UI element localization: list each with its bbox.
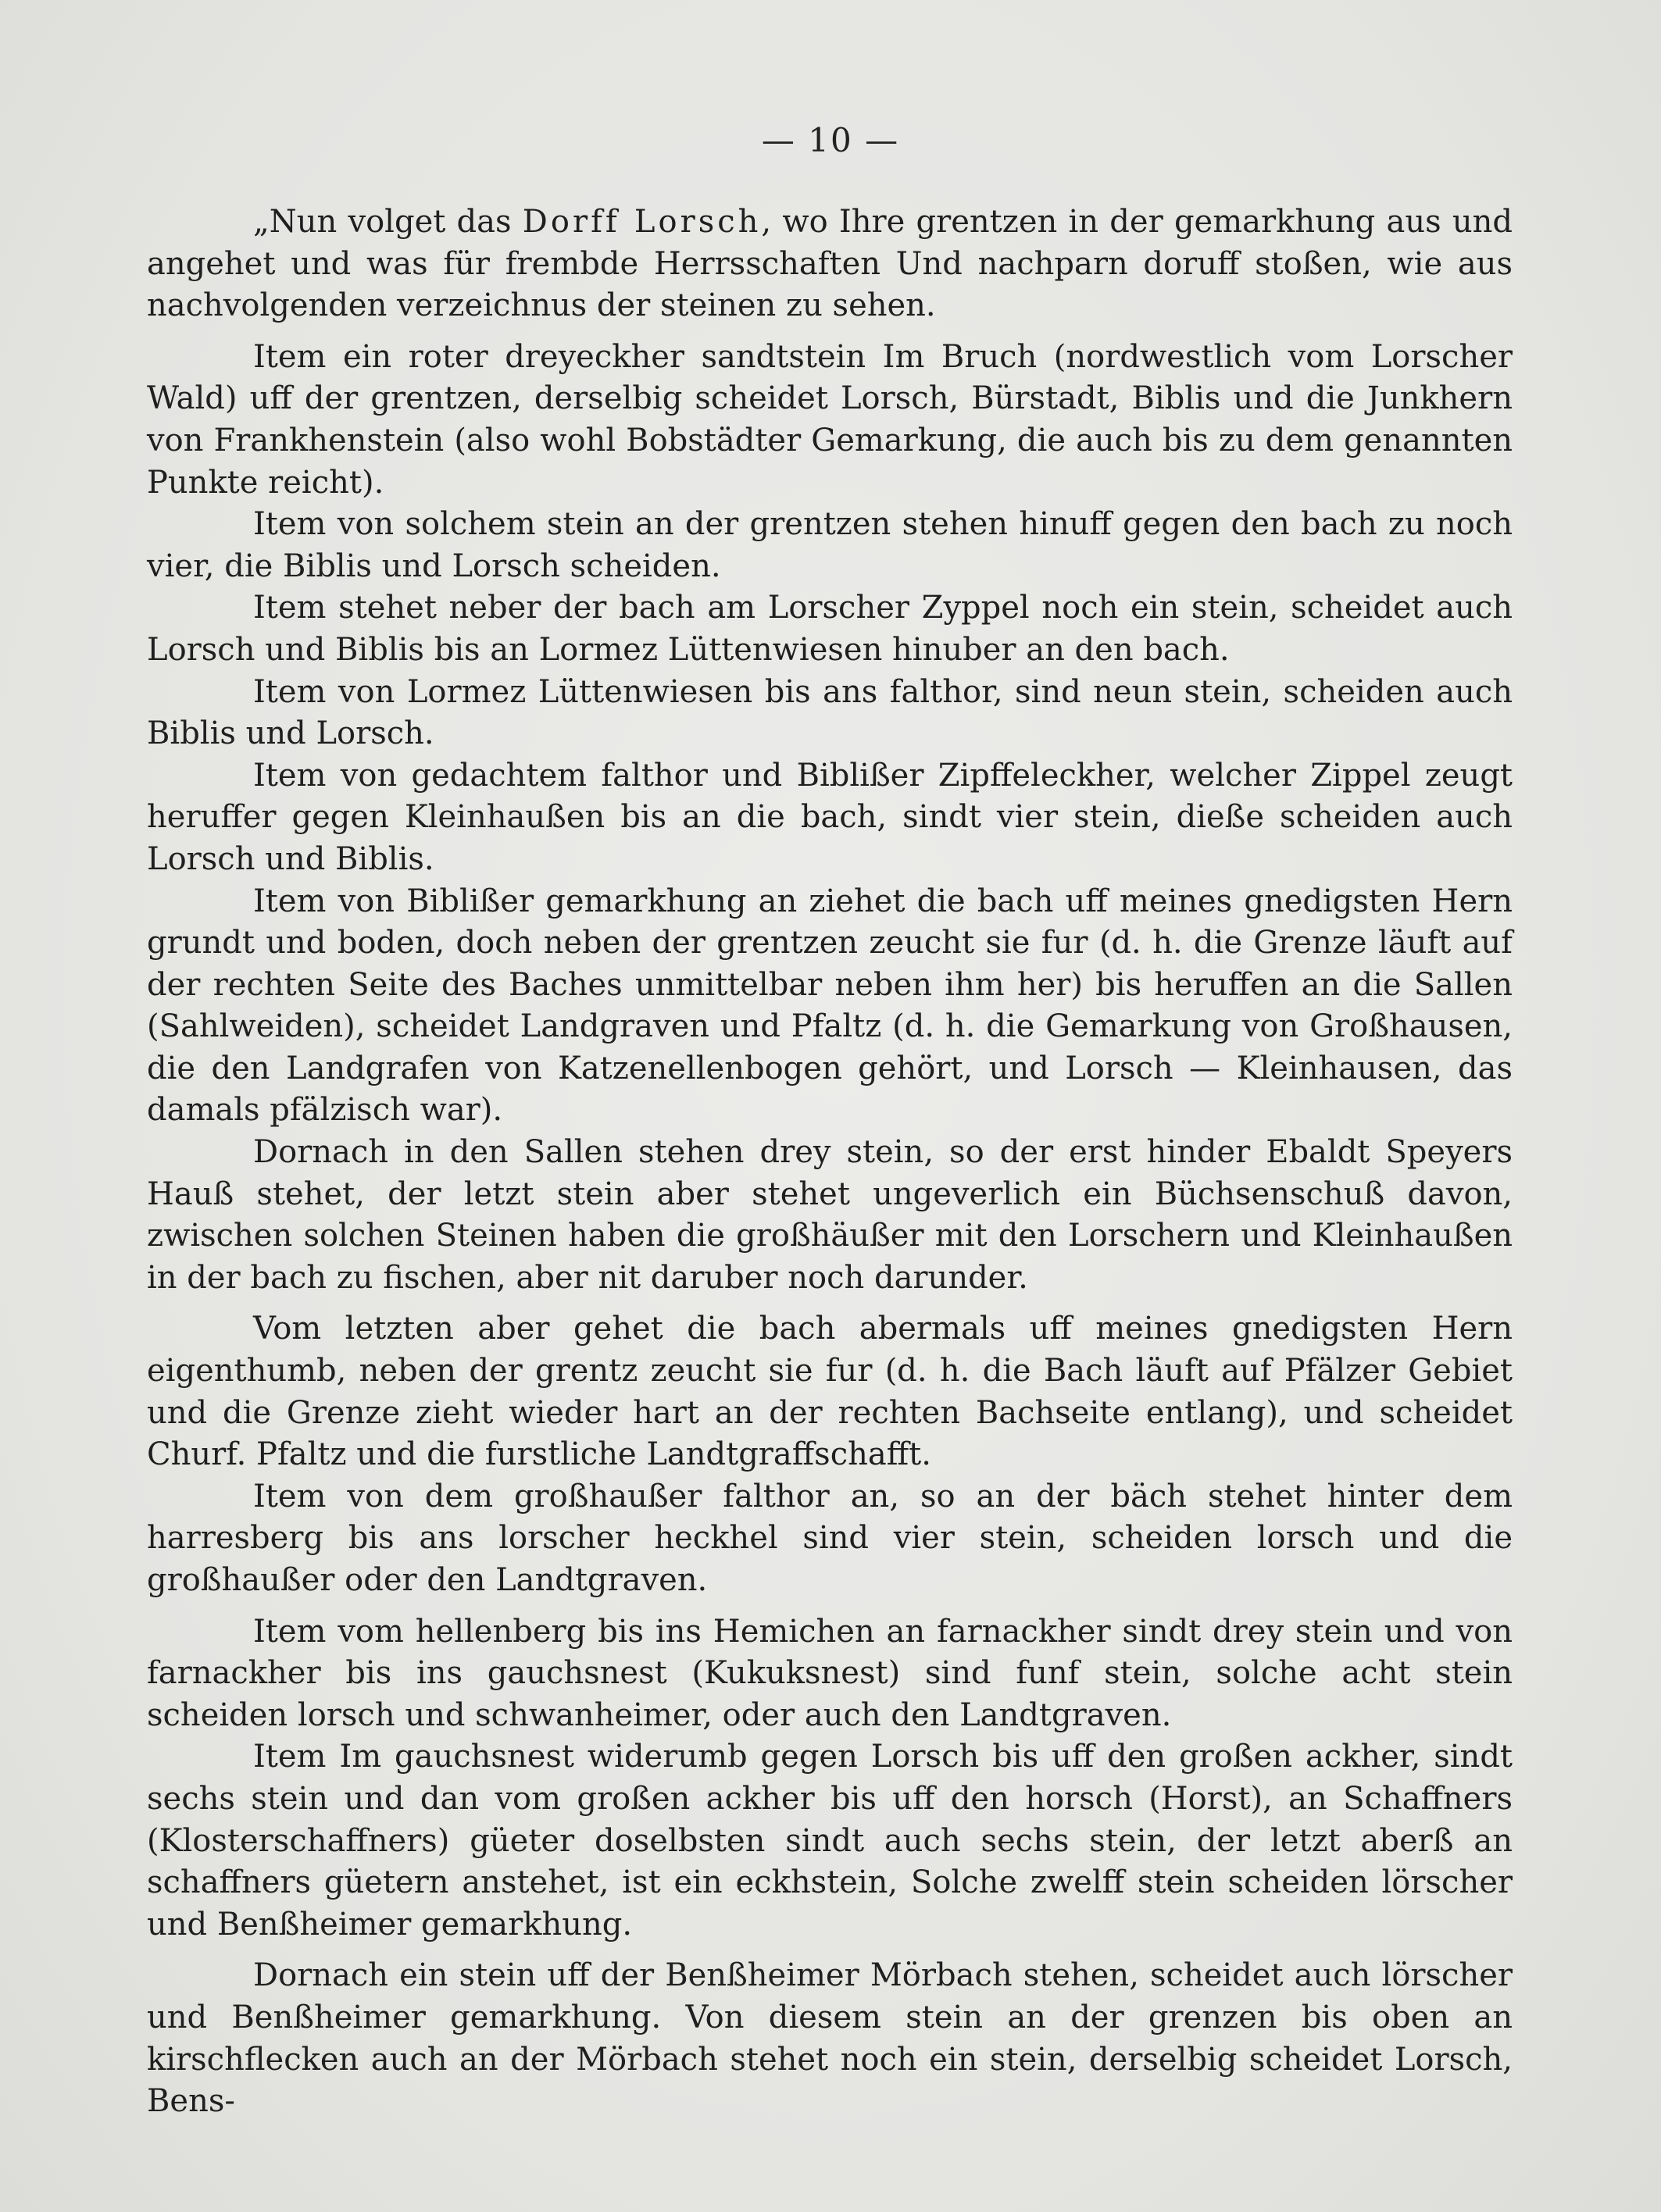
paragraph-text: Item ein roter dreyeckher sandtstein Im Bruch (nordwestlich vom Lorscher Wald) uff der grentzen, derselbig scheidet Lorsch, Bürstadt, Biblis und die Junkhern von Frankhenstein (also wohl Bobstädter Gemarkung, die auch bis zu dem genannten Punkte reicht). — [147, 338, 1513, 501]
page-number: — 10 — — [761, 121, 900, 159]
paragraph-text: Item von gedachtem falthor und Biblißer Zipffeleckher, welcher Zippel zeugt heruffer gegen Kleinhaußen bis an die bach, sindt vier stein, dieße scheiden auch Lorsch und Biblis. — [147, 757, 1513, 877]
paragraph — [147, 881, 1513, 1133]
paragraph — [147, 1308, 1513, 1475]
paragraph — [147, 1132, 1513, 1299]
paragraph-text: , wo Ihre grentzen in der gemarkhung aus und angehet und was für frembde Herrsschaften Und nachparn doruff stoßen, wie aus nachvolgenden verzeichnus der steinen zu sehen. — [147, 204, 1513, 324]
paragraph-text: Item von solchem stein an der grentzen stehen hinuff gegen den bach zu noch vier, die Biblis und Lorsch scheiden. — [147, 506, 1513, 584]
paragraph — [147, 1736, 1513, 1946]
paragraph-text: Item Im gauchsnest widerumb gegen Lorsch bis uff den großen ackher, sindt sechs stein und dan vom großen ackher bis uff den horsch (Horst), an Schaffners (Klosterschaffners) güeter doselbsten sindt auch sechs stein, der letzt aberß an schaffners güetern anstehet, ist ein eckhstein, Solche zwelff stein scheiden lörscher und Benßheimer gemarkhung. — [147, 1739, 1513, 1943]
body-text — [147, 202, 1513, 2123]
paragraph — [147, 1476, 1513, 1602]
spaced-emphasis-text: Dorff Lorsch — [522, 204, 762, 240]
paragraph-text: Vom letzten aber gehet die bach abermals uff meines gnedigsten Hern eigenthumb, neben der grentz zeucht sie fur (d. h. die Bach läuft auf Pfälzer Gebiet und die Grenze zieht wieder hart an der rechten Bachseite entlang), und scheidet Churf. Pfaltz und die furstliche Landtgraffschafft. — [147, 1311, 1513, 1473]
paragraph-text: Item von dem großhaußer falthor an, so an der bäch stehet hinter dem harresberg bis ans lorscher heckhel sind vier stein, scheiden lorsch und die großhaußer oder den Landtgraven. — [147, 1478, 1513, 1598]
paragraph — [147, 672, 1513, 755]
paragraph — [147, 202, 1513, 327]
paragraph — [147, 1611, 1513, 1737]
paragraph-text: „Nun volget das — [253, 204, 523, 240]
paragraph — [147, 755, 1513, 881]
paragraph — [147, 337, 1513, 504]
paragraph-text: Item vom hellenberg bis ins Hemichen an farnackher sindt drey stein und von farnackher bis ins gauchsnest (Kukuksnest) sind funf stein, solche acht stein scheiden lorsch und schwanheimer, oder auch den Landtgraven. — [147, 1613, 1513, 1733]
paragraph-text: Dornach ein stein uff der Benßheimer Mörbach stehen, scheidet auch lörscher und Benßheimer gemarkhung. Von diesem stein an der grenzen bis oben an kirschflecken auch an der Mörbach stehet noch ein stein, derselbig scheidet Lorsch, Bens- — [147, 1957, 1513, 2120]
paragraph — [147, 1955, 1513, 2122]
paragraph-text: Dornach in den Sallen stehen drey stein, so der erst hinder Ebaldt Speyers Hauß stehet, der letzt stein aber stehet ungeverlich ein Büchsenschuß davon, zwischen solchen Steinen haben die großhäußer mit den Lorschern und Kleinhaußen in der bach zu fischen, aber nit daruber noch darunder. — [147, 1134, 1513, 1296]
paragraph-text: Item von Lormez Lüttenwiesen bis ans falthor, sind neun stein, scheiden auch Biblis und Lorsch. — [147, 673, 1513, 752]
paragraph-text: Item stehet neber der bach am Lorscher Zyppel noch ein stein, scheidet auch Lorsch und Biblis bis an Lormez Lüttenwiesen hinuber an den bach. — [147, 590, 1513, 668]
paragraph-text: Item von Biblißer gemarkhung an ziehet die bach uff meines gnedigsten Hern grundt und boden, doch neben der grentzen zeucht sie fur (d. h. die Grenze läuft auf der rechten Seite des Baches unmittelbar neben ihm her) bis heruffen an die Sallen (Sahlweiden), scheidet Landgraven und Pfaltz (d. h. die Gemarkung von Großhausen, die den Landgrafen von Katzenellenbogen gehört, und Lorsch — Kleinhausen, das damals pfälzisch war). — [147, 883, 1513, 1129]
paragraph — [147, 587, 1513, 671]
paragraph — [147, 504, 1513, 587]
